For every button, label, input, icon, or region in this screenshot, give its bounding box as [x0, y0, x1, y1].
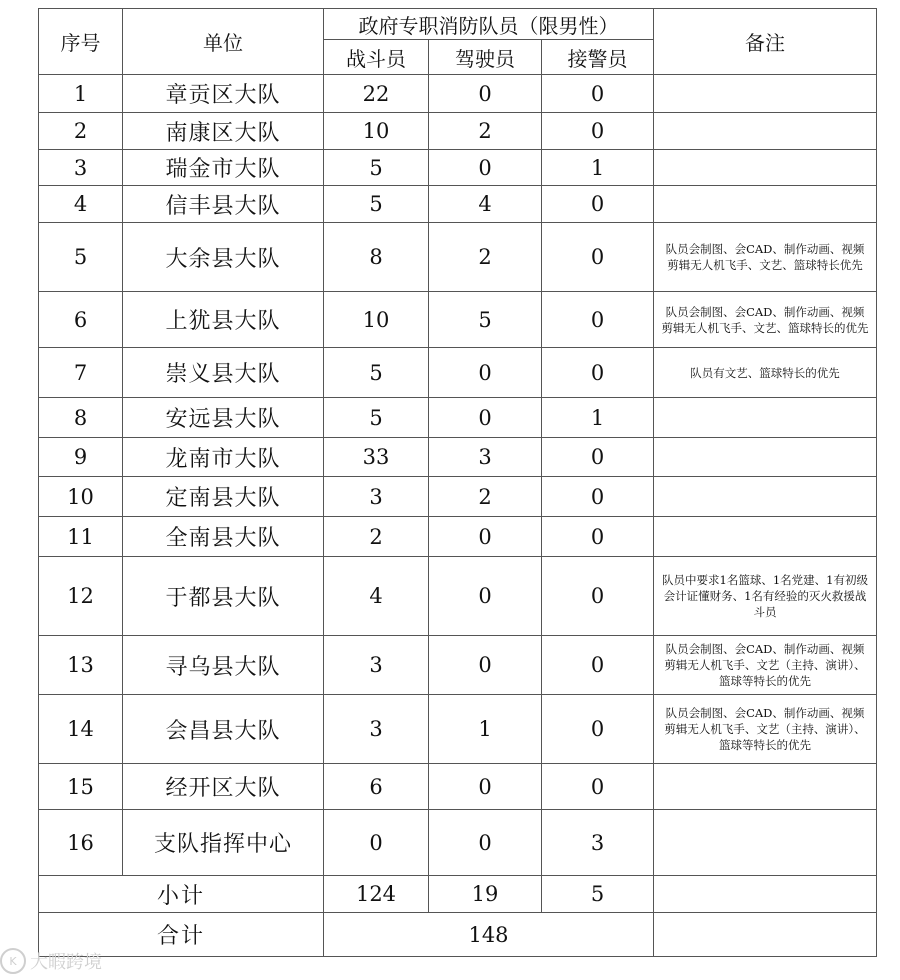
- cell-dispatcher: 1: [542, 398, 654, 438]
- cell-driver: 0: [429, 150, 542, 186]
- cell-seq: 5: [39, 223, 123, 292]
- cell-remark: [654, 764, 877, 810]
- cell-fighter: 2: [324, 517, 429, 557]
- cell-dispatcher: 0: [542, 477, 654, 517]
- cell-dispatcher: 0: [542, 113, 654, 150]
- table-row: [39, 186, 877, 223]
- cell-dispatcher: 1: [542, 150, 654, 186]
- subtotal-driver: 19: [429, 876, 542, 913]
- cell-dispatcher: 0: [542, 438, 654, 477]
- cell-fighter: 4: [324, 557, 429, 636]
- table-row: [39, 398, 877, 438]
- cell-fighter: 5: [324, 186, 429, 223]
- cell-driver: 2: [429, 223, 542, 292]
- table-row: [39, 113, 877, 150]
- cell-dispatcher: 0: [542, 223, 654, 292]
- cell-fighter: 3: [324, 695, 429, 764]
- cell-seq: 7: [39, 348, 123, 398]
- cell-driver: 0: [429, 348, 542, 398]
- cell-dispatcher: 0: [542, 695, 654, 764]
- cell-fighter: 10: [324, 113, 429, 150]
- table-row: [39, 517, 877, 557]
- cell-unit: 龙南市大队: [123, 438, 324, 477]
- recruitment-table: [38, 8, 877, 957]
- cell-fighter: 33: [324, 438, 429, 477]
- cell-fighter: 5: [324, 398, 429, 438]
- cell-remark: 队员会制图、会CAD、制作动画、视频剪辑无人机飞手、文艺（主持、演讲）、篮球等特长的优先: [654, 695, 877, 764]
- cell-unit: 安远县大队: [123, 398, 324, 438]
- cell-seq: 12: [39, 557, 123, 636]
- table-row: [39, 348, 877, 398]
- cell-driver: 4: [429, 186, 542, 223]
- subtotal-dispatcher: 5: [542, 876, 654, 913]
- total-value: 148: [324, 913, 654, 957]
- table-row: [39, 764, 877, 810]
- total-label: 合计: [39, 913, 324, 957]
- cell-fighter: 5: [324, 348, 429, 398]
- cell-seq: 1: [39, 75, 123, 113]
- cell-unit: 信丰县大队: [123, 186, 324, 223]
- header-group: 政府专职消防队员（限男性）: [324, 9, 654, 40]
- cell-unit: 章贡区大队: [123, 75, 324, 113]
- subtotal-remark: [654, 876, 877, 913]
- cell-seq: 8: [39, 398, 123, 438]
- header-remark: 备注: [654, 9, 877, 75]
- cell-remark: 队员中要求1名篮球、1名党建、1有初级会计证懂财务、1名有经验的灭火救援战斗员: [654, 557, 877, 636]
- cell-seq: 6: [39, 292, 123, 348]
- watermark: [0, 948, 102, 974]
- cell-dispatcher: 0: [542, 186, 654, 223]
- subtotal-fighter: 124: [324, 876, 429, 913]
- cell-seq: 16: [39, 810, 123, 876]
- cell-unit: 于都县大队: [123, 557, 324, 636]
- cell-unit: 经开区大队: [123, 764, 324, 810]
- cell-seq: 14: [39, 695, 123, 764]
- cell-seq: 13: [39, 636, 123, 695]
- cell-driver: 0: [429, 75, 542, 113]
- header-seq: 序号: [39, 9, 123, 75]
- cell-fighter: 8: [324, 223, 429, 292]
- cell-remark: [654, 150, 877, 186]
- cell-remark: 队员会制图、会CAD、制作动画、视频剪辑无人机飞手、文艺、篮球特长的优先: [654, 292, 877, 348]
- cell-remark: 队员会制图、会CAD、制作动画、视频剪辑无人机飞手、文艺、篮球特长优先: [654, 223, 877, 292]
- cell-dispatcher: 0: [542, 764, 654, 810]
- cell-seq: 9: [39, 438, 123, 477]
- cell-driver: 2: [429, 477, 542, 517]
- table-body: [39, 75, 877, 876]
- header-unit: 单位: [123, 9, 324, 75]
- header-dispatcher: 接警员: [542, 40, 654, 75]
- cell-fighter: 3: [324, 636, 429, 695]
- cell-dispatcher: 0: [542, 557, 654, 636]
- watermark-text: 大暇跨境: [30, 952, 102, 973]
- cell-remark: [654, 75, 877, 113]
- cell-remark: 队员有文艺、篮球特长的优先: [654, 348, 877, 398]
- cell-remark: 队员会制图、会CAD、制作动画、视频剪辑无人机飞手、文艺（主持、演讲）、篮球等特长的优先: [654, 636, 877, 695]
- cell-fighter: 3: [324, 477, 429, 517]
- table-row: [39, 438, 877, 477]
- cell-remark: [654, 398, 877, 438]
- cell-driver: 5: [429, 292, 542, 348]
- table-row: [39, 150, 877, 186]
- cell-driver: 0: [429, 810, 542, 876]
- table-row: [39, 636, 877, 695]
- cell-fighter: 5: [324, 150, 429, 186]
- header-driver: 驾驶员: [429, 40, 542, 75]
- cell-remark: [654, 477, 877, 517]
- cell-fighter: 22: [324, 75, 429, 113]
- watermark-logo-icon: K: [0, 948, 26, 974]
- cell-unit: 南康区大队: [123, 113, 324, 150]
- cell-seq: 4: [39, 186, 123, 223]
- cell-unit: 上犹县大队: [123, 292, 324, 348]
- cell-seq: 10: [39, 477, 123, 517]
- cell-unit: 崇义县大队: [123, 348, 324, 398]
- cell-driver: 0: [429, 636, 542, 695]
- cell-fighter: 10: [324, 292, 429, 348]
- cell-unit: 全南县大队: [123, 517, 324, 557]
- cell-seq: 3: [39, 150, 123, 186]
- cell-dispatcher: 3: [542, 810, 654, 876]
- cell-fighter: 6: [324, 764, 429, 810]
- cell-dispatcher: 0: [542, 517, 654, 557]
- cell-driver: 0: [429, 398, 542, 438]
- cell-unit: 大余县大队: [123, 223, 324, 292]
- cell-remark: [654, 186, 877, 223]
- table-row: [39, 75, 877, 113]
- cell-seq: 2: [39, 113, 123, 150]
- cell-remark: [654, 113, 877, 150]
- cell-driver: 3: [429, 438, 542, 477]
- cell-unit: 支队指挥中心: [123, 810, 324, 876]
- cell-remark: [654, 810, 877, 876]
- cell-fighter: 0: [324, 810, 429, 876]
- cell-dispatcher: 0: [542, 75, 654, 113]
- total-remark: [654, 913, 877, 957]
- cell-driver: 0: [429, 764, 542, 810]
- cell-driver: 1: [429, 695, 542, 764]
- cell-dispatcher: 0: [542, 636, 654, 695]
- cell-seq: 15: [39, 764, 123, 810]
- table-row: [39, 810, 877, 876]
- cell-seq: 11: [39, 517, 123, 557]
- cell-unit: 定南县大队: [123, 477, 324, 517]
- cell-unit: 寻乌县大队: [123, 636, 324, 695]
- cell-dispatcher: 0: [542, 348, 654, 398]
- cell-remark: [654, 438, 877, 477]
- table-row: [39, 695, 877, 764]
- cell-dispatcher: 0: [542, 292, 654, 348]
- cell-driver: 2: [429, 113, 542, 150]
- table-row: [39, 557, 877, 636]
- cell-driver: 0: [429, 557, 542, 636]
- cell-unit: 会昌县大队: [123, 695, 324, 764]
- table-row: [39, 477, 877, 517]
- total-row: [39, 913, 877, 957]
- header-fighter: 战斗员: [324, 40, 429, 75]
- subtotal-label: 小计: [39, 876, 324, 913]
- cell-unit: 瑞金市大队: [123, 150, 324, 186]
- cell-driver: 0: [429, 517, 542, 557]
- cell-remark: [654, 517, 877, 557]
- table-row: [39, 292, 877, 348]
- subtotal-row: [39, 876, 877, 913]
- table-row: [39, 223, 877, 292]
